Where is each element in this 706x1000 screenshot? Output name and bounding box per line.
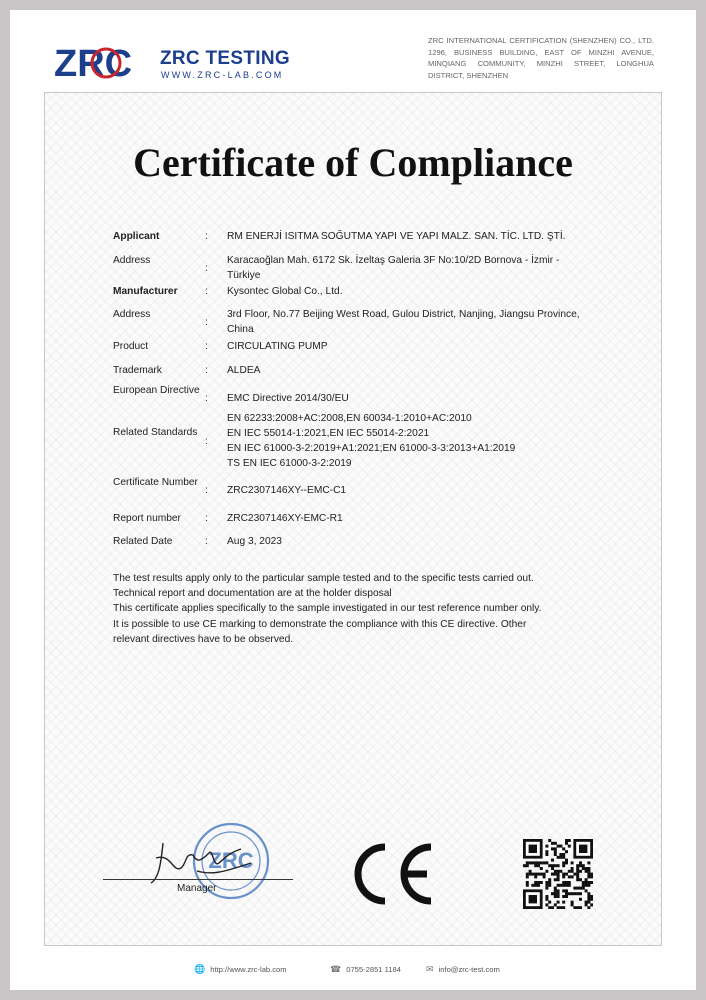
field-colon: : (205, 286, 208, 297)
qr-module (554, 873, 557, 876)
qr-module (562, 895, 565, 898)
qr-module (529, 845, 537, 853)
qr-module (568, 870, 571, 873)
field-value (227, 253, 617, 283)
qr-module (587, 875, 590, 878)
note-line: relevant directives have to be observed. (113, 633, 294, 645)
note-line: Technical report and documentation are at the holder disposal (113, 588, 392, 600)
field-value-line: Aug 3, 2023 (227, 536, 282, 547)
qr-module (585, 889, 588, 892)
qr-module (557, 901, 560, 904)
qr-module (579, 892, 582, 895)
qr-module (562, 901, 565, 904)
qr-module (582, 881, 585, 884)
footer-website[interactable] (194, 964, 287, 975)
field-row (113, 411, 633, 471)
qr-module (579, 887, 582, 890)
qr-module (557, 845, 560, 848)
qr-module (585, 870, 588, 873)
qr-module (571, 861, 574, 864)
qr-module (576, 873, 579, 876)
qr-module (545, 845, 548, 848)
field-colon: : (205, 393, 208, 404)
qr-module (587, 870, 590, 873)
qr-module (557, 864, 560, 867)
qr-module (559, 853, 562, 856)
field-value-line: CIRCULATING PUMP (227, 341, 328, 352)
certificate-page (10, 10, 696, 990)
qr-module (557, 856, 560, 859)
qr-module (571, 903, 574, 906)
qr-module (579, 898, 582, 901)
field-row (113, 253, 633, 283)
qr-module (587, 873, 590, 876)
qr-module (587, 898, 590, 901)
qr-module (562, 861, 565, 864)
qr-module (554, 850, 557, 853)
qr-module (559, 856, 562, 859)
field-value-line: Kysontec Global Co., Ltd. (227, 286, 343, 297)
qr-module (554, 889, 557, 892)
qr-module (545, 850, 548, 853)
field-value-line: China (227, 324, 254, 335)
qr-module (587, 861, 590, 864)
qr-module (579, 845, 587, 853)
qr-module (571, 875, 574, 878)
field-value (227, 534, 617, 549)
field-value (227, 411, 617, 471)
qr-module (579, 878, 582, 881)
qr-module (540, 867, 543, 870)
qr-module (579, 864, 582, 867)
qr-module (562, 853, 565, 856)
qr-module (559, 906, 562, 909)
qr-module (587, 884, 590, 887)
qr-module (562, 906, 565, 909)
field-label: Certificate Number (113, 477, 198, 488)
qr-module (587, 901, 590, 904)
qr-module (587, 867, 590, 870)
qr-module (526, 884, 529, 887)
qr-module (531, 873, 534, 876)
qr-module (548, 878, 551, 881)
field-value (227, 339, 617, 354)
qr-module (545, 870, 548, 873)
qr-module (590, 881, 593, 884)
qr-module (531, 861, 534, 864)
qr-module (576, 892, 579, 895)
field-colon: : (205, 436, 208, 447)
qr-module (562, 847, 565, 850)
note-line: This certificate applies specifically to the sample investigated in our test reference number only. (113, 603, 542, 615)
qr-module (565, 889, 568, 892)
signature-line (103, 879, 293, 880)
field-value-line: EN 62233:2008+AC:2008,EN 60034-1:2010+AC:2010 (227, 413, 472, 424)
certificate-notes (113, 571, 583, 647)
qr-module (554, 892, 557, 895)
field-value-line: Türkiye (227, 270, 261, 281)
signature-and-seal (101, 823, 301, 923)
qr-module (571, 870, 574, 873)
field-label: Address (113, 309, 151, 320)
qr-module (534, 864, 537, 867)
qr-module (576, 887, 579, 890)
note-line: It is possible to use CE marking to demonstrate the compliance with this CE directive. Other (113, 618, 527, 630)
qr-module (585, 884, 588, 887)
qr-module (587, 881, 590, 884)
qr-module (545, 898, 548, 901)
company-address: ZRC INTERNATIONAL CERTIFICATION (SHENZHEN) CO., LTD. 1296, BUSINESS BUILDING, EAST OF MINZHI AVENUE, MINQIANG COMMUNITY, MINZHI STREET, LONGHUA DISTRICT, SHENZHEN (428, 36, 654, 80)
qr-module (551, 892, 554, 895)
qr-module (590, 873, 593, 876)
seal-text: ZRC (208, 848, 254, 873)
qr-module (573, 887, 576, 890)
qr-module (590, 903, 593, 906)
field-colon: : (205, 513, 208, 524)
qr-module (526, 861, 529, 864)
qr-module (554, 903, 557, 906)
qr-module (554, 842, 557, 845)
field-row (113, 534, 633, 549)
qr-module (582, 887, 585, 890)
qr-module (568, 892, 571, 895)
qr-module (579, 870, 582, 873)
qr-module (529, 861, 532, 864)
qr-module (529, 870, 532, 873)
certificate-title: Certificate of Compliance (133, 140, 573, 185)
qr-module (551, 859, 554, 862)
field-value-line: Karacaoğlan Mah. 6172 Sk. İzeltaş Galeria 3F No:10/2D Bornova - İzmir - (227, 255, 560, 266)
qr-module (557, 895, 560, 898)
qr-module (540, 881, 543, 884)
qr-module (576, 878, 579, 881)
field-value-line: ZRC2307146XY--EMC-C1 (227, 485, 347, 496)
field-value (227, 284, 617, 299)
brand-name: ZRC TESTING (160, 48, 290, 69)
globe-icon: 🌐 (194, 964, 206, 974)
qr-module (568, 875, 571, 878)
field-row (113, 511, 633, 526)
qr-module (557, 875, 560, 878)
qr-module (557, 884, 560, 887)
field-row (113, 475, 633, 505)
qr-module (537, 861, 540, 864)
qr-module (562, 864, 565, 867)
svg-text:ZRC: ZRC (54, 43, 133, 85)
field-colon: : (205, 536, 208, 547)
qr-module (565, 873, 568, 876)
qr-module (545, 881, 548, 884)
zrc-logo-mark (54, 40, 158, 86)
footer-phone (330, 964, 401, 975)
ce-mark (345, 841, 437, 907)
field-colon: : (205, 341, 208, 352)
qr-module (526, 873, 529, 876)
field-label: Related Standards (113, 427, 198, 438)
qr-module (548, 881, 551, 884)
qr-module (557, 906, 560, 909)
field-label: Trademark (113, 365, 162, 376)
field-row (113, 284, 633, 299)
qr-module (573, 873, 576, 876)
qr-module (576, 867, 579, 870)
qr-module (548, 839, 551, 842)
qr-module (559, 845, 562, 848)
field-label: Product (113, 341, 149, 352)
qr-module (554, 847, 557, 850)
qr-module (543, 861, 546, 864)
brand-url: WWW.ZRC-LAB.COM (161, 70, 284, 80)
qr-module (585, 878, 588, 881)
field-value (227, 483, 617, 498)
qr-module (565, 895, 568, 898)
field-row (113, 363, 633, 378)
field-row (113, 383, 633, 413)
qr-module (537, 864, 540, 867)
qr-module (565, 839, 568, 842)
qr-module (571, 892, 574, 895)
zrc-logo (54, 40, 294, 88)
qr-module (576, 906, 579, 909)
field-value-line: EN IEC 55014-1:2021,EN IEC 55014-2:2021 (227, 428, 430, 439)
qr-module (559, 870, 562, 873)
footer (10, 964, 696, 978)
qr-module (540, 873, 543, 876)
qr-module (582, 867, 585, 870)
qr-module (551, 847, 554, 850)
qr-module (526, 881, 529, 884)
qr-module (548, 906, 551, 909)
qr-module (551, 864, 554, 867)
field-value-line: TS EN IEC 61000-3-2:2019 (227, 458, 352, 469)
field-value-line: ALDEA (227, 365, 261, 376)
qr-module (526, 864, 529, 867)
qr-module (590, 895, 593, 898)
qr-module (551, 842, 554, 845)
qr-module (548, 884, 551, 887)
qr-module (568, 884, 571, 887)
qr-module (582, 864, 585, 867)
field-value (227, 363, 617, 378)
qr-module (534, 873, 537, 876)
qr-module (565, 892, 568, 895)
qr-module (543, 875, 546, 878)
qr-module (545, 887, 548, 890)
qr-module (537, 881, 540, 884)
field-row (113, 307, 633, 337)
field-value-line: RM ENERJİ ISITMA SOĞUTMA YAPI VE YAPI MALZ. SAN. TİC. LTD. ŞTİ. (227, 231, 566, 242)
qr-module (545, 884, 548, 887)
field-label: Applicant (113, 231, 160, 242)
qr-module (557, 889, 560, 892)
qr-module (565, 861, 568, 864)
qr-module (565, 884, 568, 887)
email-icon: ✉ (426, 964, 434, 974)
qr-module (534, 875, 537, 878)
qr-module (565, 842, 568, 845)
qr-module (585, 867, 588, 870)
qr-module (559, 884, 562, 887)
field-value (227, 391, 617, 406)
qr-module (587, 895, 590, 898)
qr-module (562, 881, 565, 884)
phone-text: 0755-2851 1184 (346, 965, 401, 974)
qr-module (529, 873, 532, 876)
qr-module (565, 881, 568, 884)
qr-module (554, 853, 557, 856)
qr-module (576, 864, 579, 867)
qr-module (557, 870, 560, 873)
note-line: The test results apply only to the particular sample tested and to the specific tests carried out. (113, 573, 534, 584)
qr-module (562, 856, 565, 859)
qr-module (585, 881, 588, 884)
qr-module (545, 853, 548, 856)
qr-module (590, 875, 593, 878)
qr-module (548, 901, 551, 904)
qr-module (543, 873, 546, 876)
qr-module (534, 884, 537, 887)
qr-module (537, 884, 540, 887)
qr-module (540, 861, 543, 864)
field-row (113, 339, 633, 354)
field-row (113, 229, 633, 244)
qr-module (571, 901, 574, 904)
qr-module (545, 861, 548, 864)
qr-module (585, 901, 588, 904)
field-value (227, 307, 617, 337)
qr-module (571, 867, 574, 870)
qr-module (562, 875, 565, 878)
qr-module (576, 870, 579, 873)
qr-module (551, 867, 554, 870)
qr-module (557, 878, 560, 881)
field-value-line: ZRC2307146XY-EMC-R1 (227, 513, 343, 524)
qr-module (545, 903, 548, 906)
qr-module (526, 875, 529, 878)
qr-module (582, 884, 585, 887)
qr-module (554, 895, 557, 898)
field-label: Address (113, 255, 151, 266)
field-colon: : (205, 485, 208, 496)
qr-module (562, 884, 565, 887)
qr-module (565, 859, 568, 862)
field-colon: : (205, 263, 208, 274)
field-label: European Directive (113, 385, 200, 396)
qr-module (587, 892, 590, 895)
phone-icon: ☎ (330, 964, 342, 974)
qr-module (529, 895, 537, 903)
field-label: Manufacturer (113, 286, 178, 297)
qr-module (554, 864, 557, 867)
qr-module (554, 878, 557, 881)
qr-module (531, 884, 534, 887)
field-value-line: 3rd Floor, No.77 Beijing West Road, Gulou District, Nanjing, Jiangsu Province, (227, 309, 580, 320)
qr-module (587, 906, 590, 909)
qr-module (537, 873, 540, 876)
qr-module (573, 892, 576, 895)
field-colon: : (205, 317, 208, 328)
qr-module (579, 861, 582, 864)
qr-module (576, 875, 579, 878)
field-label: Related Date (113, 536, 173, 547)
email-text: info@zrc-test.com (438, 965, 500, 974)
qr-module (562, 889, 565, 892)
qr-module (548, 864, 551, 867)
qr-module (545, 895, 548, 898)
qr-module (551, 906, 554, 909)
manager-label: Manager (177, 883, 217, 894)
qr-module (579, 906, 582, 909)
qr-module (523, 864, 526, 867)
footer-email[interactable] (426, 964, 500, 975)
qr-module (568, 845, 571, 848)
qr-module (573, 906, 576, 909)
qr-module (590, 898, 593, 901)
field-label: Report number (113, 513, 181, 524)
qr-module (534, 881, 537, 884)
qr-module (562, 873, 565, 876)
qr-module (554, 887, 557, 890)
qr-module (565, 850, 568, 853)
field-value-line: EN IEC 61000-3-2:2019+A1:2021;EN 61000-3-3:2013+A1:2019 (227, 443, 516, 454)
qr-module (551, 873, 554, 876)
website-text: http://www.zrc-lab.com (210, 965, 287, 974)
field-colon: : (205, 365, 208, 376)
qr-module (568, 881, 571, 884)
certificate-body (44, 92, 662, 946)
qr-module (568, 839, 571, 842)
qr-code (523, 839, 593, 909)
qr-module (585, 903, 588, 906)
field-value-line: EMC Directive 2014/30/EU (227, 393, 349, 404)
qr-module (557, 892, 560, 895)
field-value (227, 511, 617, 526)
qr-module (534, 861, 537, 864)
field-colon: : (205, 231, 208, 242)
qr-module (557, 873, 560, 876)
qr-module (554, 870, 557, 873)
field-value (227, 229, 617, 244)
